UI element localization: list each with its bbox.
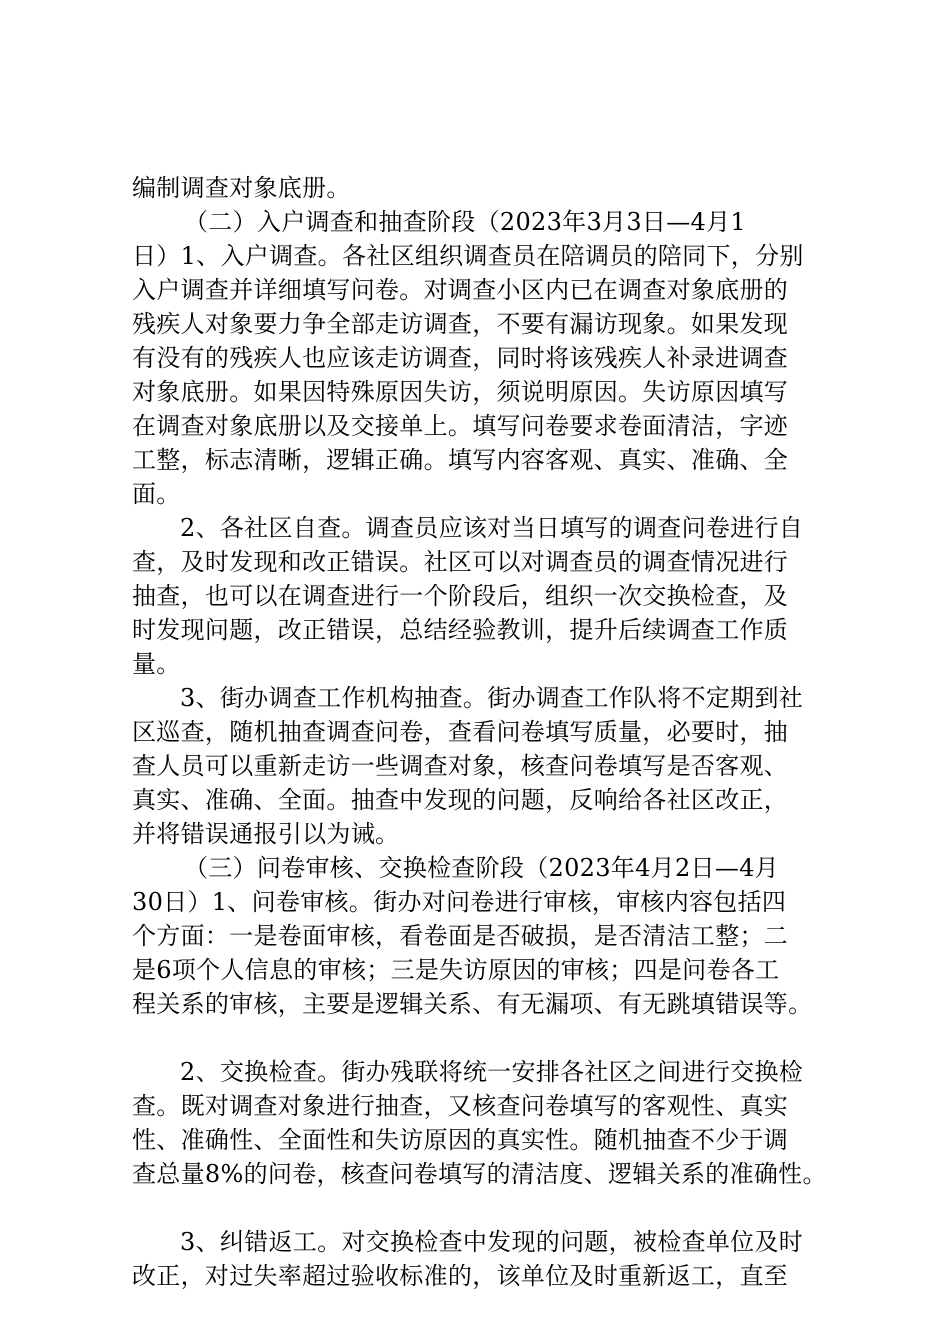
text-line: 30日）1、问卷审核。街办对问卷进行审核，审核内容包括四 [132,888,787,916]
text-line: 有没有的残疾人也应该走访调查，同时将该残疾人补录进调查 [132,344,789,372]
text-line: 日）1、入户调查。各社区组织调查员在陪调员的陪同下，分别 [132,242,804,270]
text-line: 抽查，也可以在调查进行一个阶段后，组织一次交换检查，及 [132,582,789,610]
text-line: 查总量8%的问卷，核查问卷填写的清洁度、逻辑关系的准确性。 [132,1160,827,1188]
text-line: 查。既对调查对象进行抽查，又核查问卷填写的客观性、真实 [132,1092,789,1120]
text-line: 改正，对过失率超过验收标准的，该单位及时重新返工，直至 [132,1262,789,1290]
text-line: 个方面：一是卷面审核，看卷面是否破损，是否清洁工整；二 [132,922,789,950]
text-line: 面。 [132,480,181,508]
text-line: 时发现问题，改正错误，总结经验教训，提升后续调查工作质 [132,616,789,644]
text-line: 入户调查并详细填写问卷。对调查小区内已在调查对象底册的 [132,276,789,304]
text-line: 真实、准确、全面。抽查中发现的问题，反响给各社区改正， [132,786,789,814]
text-line: 程关系的审核，主要是逻辑关系、有无漏项、有无跳填错误等。 [132,990,813,1018]
text-line: 并将错误通报引以为诫。 [132,820,400,848]
text-line: 区巡查，随机抽查调查问卷，查看问卷填写质量，必要时，抽 [132,718,789,746]
text-line: 查人员可以重新走访一些调查对象，核查问卷填写是否客观、 [132,752,789,780]
text-line: 查，及时发现和改正错误。社区可以对调查员的调查情况进行 [132,548,789,576]
text-line: 残疾人对象要力争全部走访调查，不要有漏访现象。如果发现 [132,310,789,338]
text-line: 3、街办调查工作机构抽查。街办调查工作队将不定期到社 [180,684,804,712]
text-line: 2、交换检查。街办残联将统一安排各社区之间进行交换检 [180,1058,804,1086]
text-line: 在调查对象底册以及交接单上。填写问卷要求卷面清洁，字迹 [132,412,789,440]
text-line: 对象底册。如果因特殊原因失访，须说明原因。失访原因填写 [132,378,789,406]
text-line: 3、纠错返工。对交换检查中发现的问题，被检查单位及时 [180,1228,804,1256]
text-line: 是6项个人信息的审核；三是失访原因的审核；四是问卷各工 [132,956,780,984]
text-line: 量。 [132,650,181,678]
text-line: 编制调查对象底册。 [132,174,351,202]
text-line: 2、各社区自查。调查员应该对当日填写的调查问卷进行自 [180,514,804,542]
section-heading: （二）入户调查和抽查阶段（2023年3月3日—4月1 [184,208,746,236]
text-line: 工整，标志清晰，逻辑正确。填写内容客观、真实、准确、全 [132,446,789,474]
text-line: 性、准确性、全面性和失访原因的真实性。随机抽查不少于调 [132,1126,789,1154]
section-heading: （三）问卷审核、交换检查阶段（2023年4月2日—4月 [184,854,779,882]
